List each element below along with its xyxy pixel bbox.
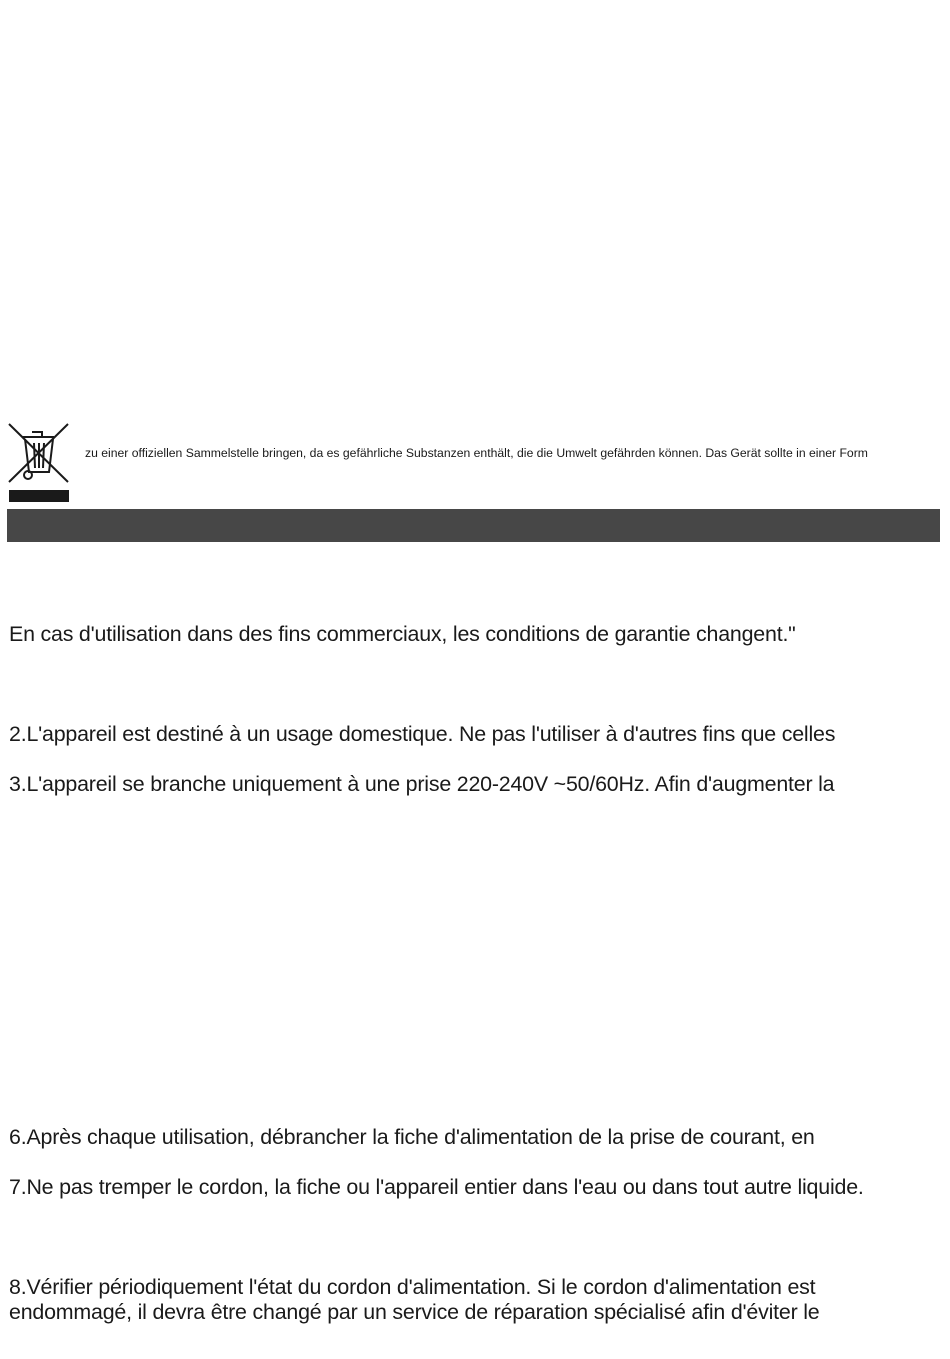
safety-item-8-line-2: endommagé, il devra être changé par un service de réparation spécialisé afin d'éviter le: [9, 1300, 820, 1324]
safety-item-3: 3.L'appareil se branche uniquement à une prise 220-240V ~50/60Hz. Afin d'augmenter la: [9, 772, 835, 796]
safety-item-2: 2.L'appareil est destiné à un usage domestique. Ne pas l'utiliser à d'autres fins que celles: [9, 722, 836, 746]
commercial-use-note: En cas d'utilisation dans des fins commerciaux, les conditions de garantie changent.": [9, 622, 796, 646]
section-header-bar: [7, 509, 940, 542]
crossed-out-wheelie-bin-icon: [6, 422, 72, 504]
safety-item-8-line-1: 8.Vérifier périodiquement l'état du cordon d'alimentation. Si le cordon d'alimentation est: [9, 1275, 816, 1299]
safety-item-7: 7.Ne pas tremper le cordon, la fiche ou l'appareil entier dans l'eau ou dans tout autre liquide.: [9, 1175, 864, 1199]
weee-disposal-text: zu einer offiziellen Sammelstelle bringen, da es gefährliche Substanzen enthält, die die Umwelt gefährden können. Das Gerät sollte in einer Form: [85, 446, 868, 460]
safety-item-6: 6.Après chaque utilisation, débrancher la fiche d'alimentation de la prise de courant, en: [9, 1125, 815, 1149]
